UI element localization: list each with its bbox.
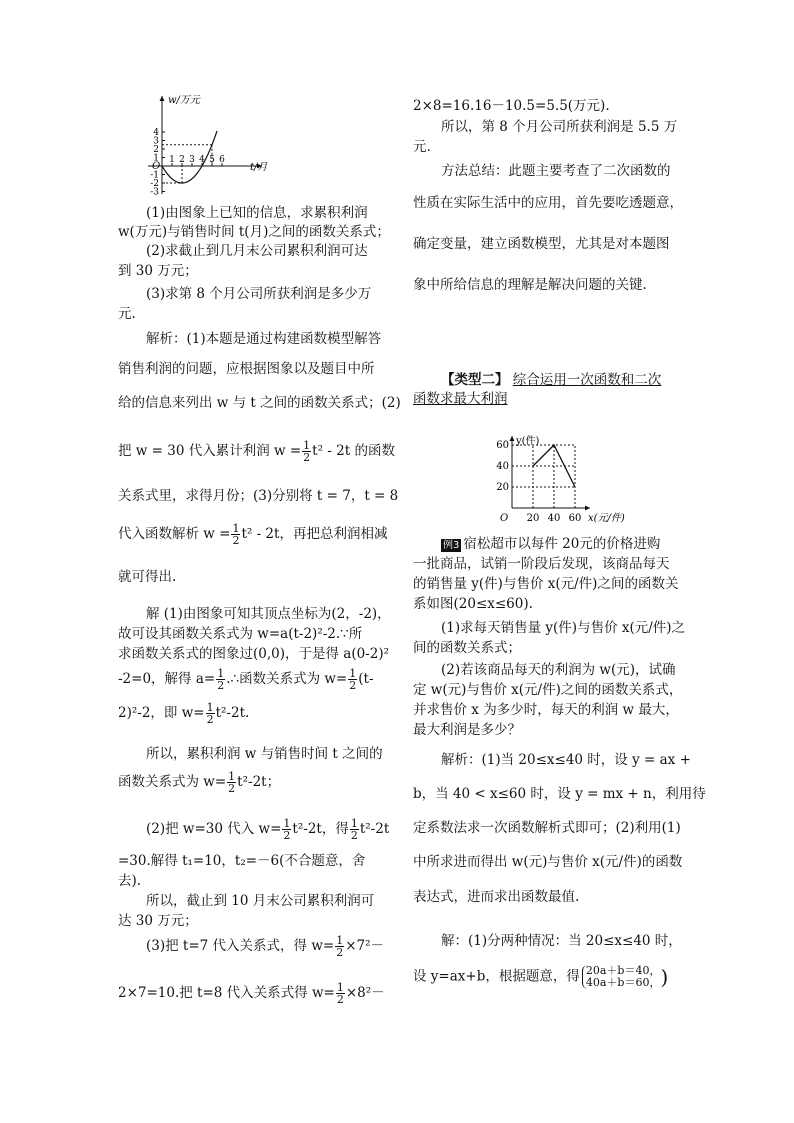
- solution1-line-3: 求函数关系式的图象过(0,0)，于是得 a(0-2)²: [118, 646, 390, 662]
- solution2-line-3: 去).: [118, 873, 142, 889]
- analysis2-line-3: 定系数法求一次函数解析式即可；(2)利用(1): [413, 820, 681, 836]
- example-line-6: 间的函数关系式；: [413, 640, 521, 656]
- analysis-line-6: 代入函数解析 w = $\frac{1}{2}$ t² - 2t，再把总利润相减: [118, 522, 388, 547]
- cont-line-2: 所以，第 8 个月公司所获利润是 5.5 万: [441, 119, 678, 135]
- example-line-4: 系如图(20≤x≤60).: [413, 596, 533, 612]
- y-axis-label: y(件): [516, 436, 540, 447]
- x-tick-label: 6: [219, 155, 225, 165]
- x-tick-label: 4: [199, 155, 205, 165]
- analysis-line-3: 给的信息来列出 w 与 t 之间的函数关系式；(2): [118, 395, 401, 411]
- x-axis-arrow: [585, 506, 590, 511]
- q1-line-b: w(万元)与销售时间 t(月)之间的函数关系式；: [118, 224, 390, 240]
- x-tick-label: 1: [169, 155, 175, 165]
- example-line-1: 例3 宿松超市以每件 20元的价格进购: [443, 536, 661, 552]
- y-tick-label: -1: [150, 170, 159, 181]
- example-line-3: 的销售量 y(件)与售价 x(元/件)之间的函数关: [413, 576, 679, 592]
- q1-line-a: (1)由图象上已知的信息，求累积利润: [146, 205, 368, 221]
- y-tick-label: 4: [153, 128, 159, 138]
- graph-profit-vs-month: [140, 90, 280, 200]
- type-title: 综合运用一次函数和二次: [512, 372, 662, 388]
- example-line-8: 定 w(元)与售价 x(元/件)之间的函数关系式，: [413, 682, 683, 698]
- solution1-line-6: 所以，累积利润 w 与销售时间 t 之间的: [146, 746, 383, 762]
- y-tick-label: -3: [150, 187, 159, 198]
- solution2-line-1: (2)把 w=30 代入 w= $\frac{1}{2}$ t²-2t，得 $\frac{1}{2}$ t²-2t: [146, 817, 390, 842]
- y-tick-label: 3: [153, 136, 159, 147]
- example-line-5: (1)求每天销售量 y(件)与售价 x(元/件)之: [441, 620, 686, 636]
- example-line-10: 最大利润是多少？: [413, 722, 521, 738]
- y-tick-label: -2: [150, 179, 159, 189]
- y-tick-label: 60: [496, 440, 509, 451]
- analysis-line-2: 销售利润的问题，应根据图象以及题目中所: [118, 361, 375, 377]
- x-tick-label: 20: [526, 513, 540, 524]
- analysis-line-5: 关系式里，求得月份；(3)分别将 t = 7，t = 8: [118, 488, 399, 504]
- summary-line-1: 方法总结：此题主要考查了二次函数的: [441, 163, 671, 179]
- cont-line-3: 元.: [413, 139, 431, 155]
- graph-sales-vs-price: [488, 430, 628, 528]
- solution1-line-4: -2=0，解得 a= $\frac{1}{2}$ .∴函数关系式为 w= $\frac{1}{2}$ (t-: [118, 667, 374, 692]
- q2-line-b: 到 30 万元；: [118, 263, 198, 279]
- fraction-half: $\frac{1}{2}$: [232, 522, 240, 547]
- equation-system: 20a＋b＝40， 40a＋b＝60，: [582, 965, 661, 989]
- type-heading-line-2: 函数求最大利润: [413, 391, 508, 407]
- solution1-line-1: 解 (1)由图象可知其顶点坐标为(2，-2)，: [146, 606, 391, 622]
- origin-label: O: [500, 513, 509, 524]
- example-badge: 例3: [443, 540, 460, 551]
- analysis2-line-4: 中所求进而得出 w(元)与售价 x(元/件)的函数: [413, 854, 683, 870]
- solution3-line-1: (3)把 t=7 代入关系式，得 w= $\frac{1}{2}$ ×7²－: [146, 934, 385, 959]
- type-heading-line-1: [441, 371, 661, 389]
- q3-line-a: (3)求第 8 个月公司所获利润是多少万: [146, 286, 372, 302]
- example-line-9: 并求售价 x 为多少时，每天的利润 w 最大，: [413, 702, 679, 718]
- summary-line-3: 确定变量，建立函数模型，尤其是对本题图: [413, 236, 670, 252]
- x-axis-label: t/月: [250, 162, 268, 173]
- y-tick-label: 2: [153, 145, 159, 155]
- y-axis-arrow: [510, 436, 515, 441]
- x-tick-label: 60: [568, 513, 582, 524]
- y-axis-arrow: [160, 96, 165, 101]
- q2-line-a: (2)求截止到几月末公司累积利润可达: [146, 243, 368, 259]
- solution2-line-2: =30.解得 t₁=10，t₂=－6(不合题意，舍: [118, 853, 366, 869]
- analysis-line-4: 把 w = 30 代入累计利润 w = $\frac{1}{2}$ t² - 2t 的函数: [118, 439, 395, 464]
- example-line-7: (2)若该商品每天的利润为 w(元)，试确: [441, 662, 676, 678]
- q3-line-b: 元.: [118, 306, 136, 322]
- x-axis-label: x(元/件): [588, 513, 625, 524]
- solution1-line-7: 函数关系式为 w= $\frac{1}{2}$ t²-2t；: [118, 770, 281, 795]
- solution3-line-2: 2×7=10.把 t=8 代入关系式得 w= $\frac{1}{2}$ ×8²－: [118, 981, 385, 1006]
- x-tick-label: 3: [189, 155, 195, 165]
- x-tick-label: 40: [547, 513, 561, 524]
- solution1-line-5: 2)²-2，即 w= $\frac{1}{2}$ t²-2t.: [118, 701, 250, 726]
- analysis-line-7: 就可得出.: [118, 569, 177, 585]
- type-label: 【类型二】: [441, 372, 509, 388]
- analysis2-line-2: b，当 40 < x≤60 时，设 y = mx + n，利用待: [413, 786, 706, 802]
- fraction-half: $\frac{1}{2}$: [303, 439, 311, 464]
- solution-b-line-2: 设 y=ax+b，根据题意，得 20a＋b＝40， 40a＋b＝60， ): [413, 964, 669, 989]
- summary-line-2: 性质在实际生活中的应用，首先要吃透题意，: [413, 195, 683, 211]
- origin-label: O: [152, 161, 161, 172]
- analysis2-line-1: 解析：(1)当 20≤x≤40 时，设 y = ax +: [441, 752, 691, 768]
- solution1-line-2: 故可设其函数关系式为 w=a(t-2)²-2.∵所: [118, 626, 363, 642]
- y-tick-label: 40: [496, 461, 509, 472]
- analysis2-line-5: 表达式，进而求出函数最值.: [413, 889, 580, 905]
- cont-line-1: 2×8=16.16－10.5=5.5(万元).: [413, 98, 610, 114]
- example-line-2: 一批商品，试销一阶段后发现，该商品每天: [413, 556, 670, 572]
- solution-b-line-1: 解：(1)分两种情况：当 20≤x≤40 时，: [441, 933, 682, 949]
- solution2-line-5: 达 30 万元；: [118, 913, 198, 929]
- y-axis-label: w/万元: [168, 95, 200, 106]
- x-tick-label: 5: [209, 155, 215, 165]
- summary-line-4: 象中所给信息的理解是解决问题的关键.: [413, 277, 647, 293]
- y-tick-label: 1: [153, 153, 159, 164]
- x-tick-label: 2: [179, 155, 185, 165]
- solution2-line-4: 所以，截止到 10 月末公司累积利润可: [146, 893, 375, 909]
- analysis-line-1: 解析：(1)本题是通过构建函数模型解答: [146, 331, 382, 347]
- y-tick-label: 20: [496, 482, 509, 493]
